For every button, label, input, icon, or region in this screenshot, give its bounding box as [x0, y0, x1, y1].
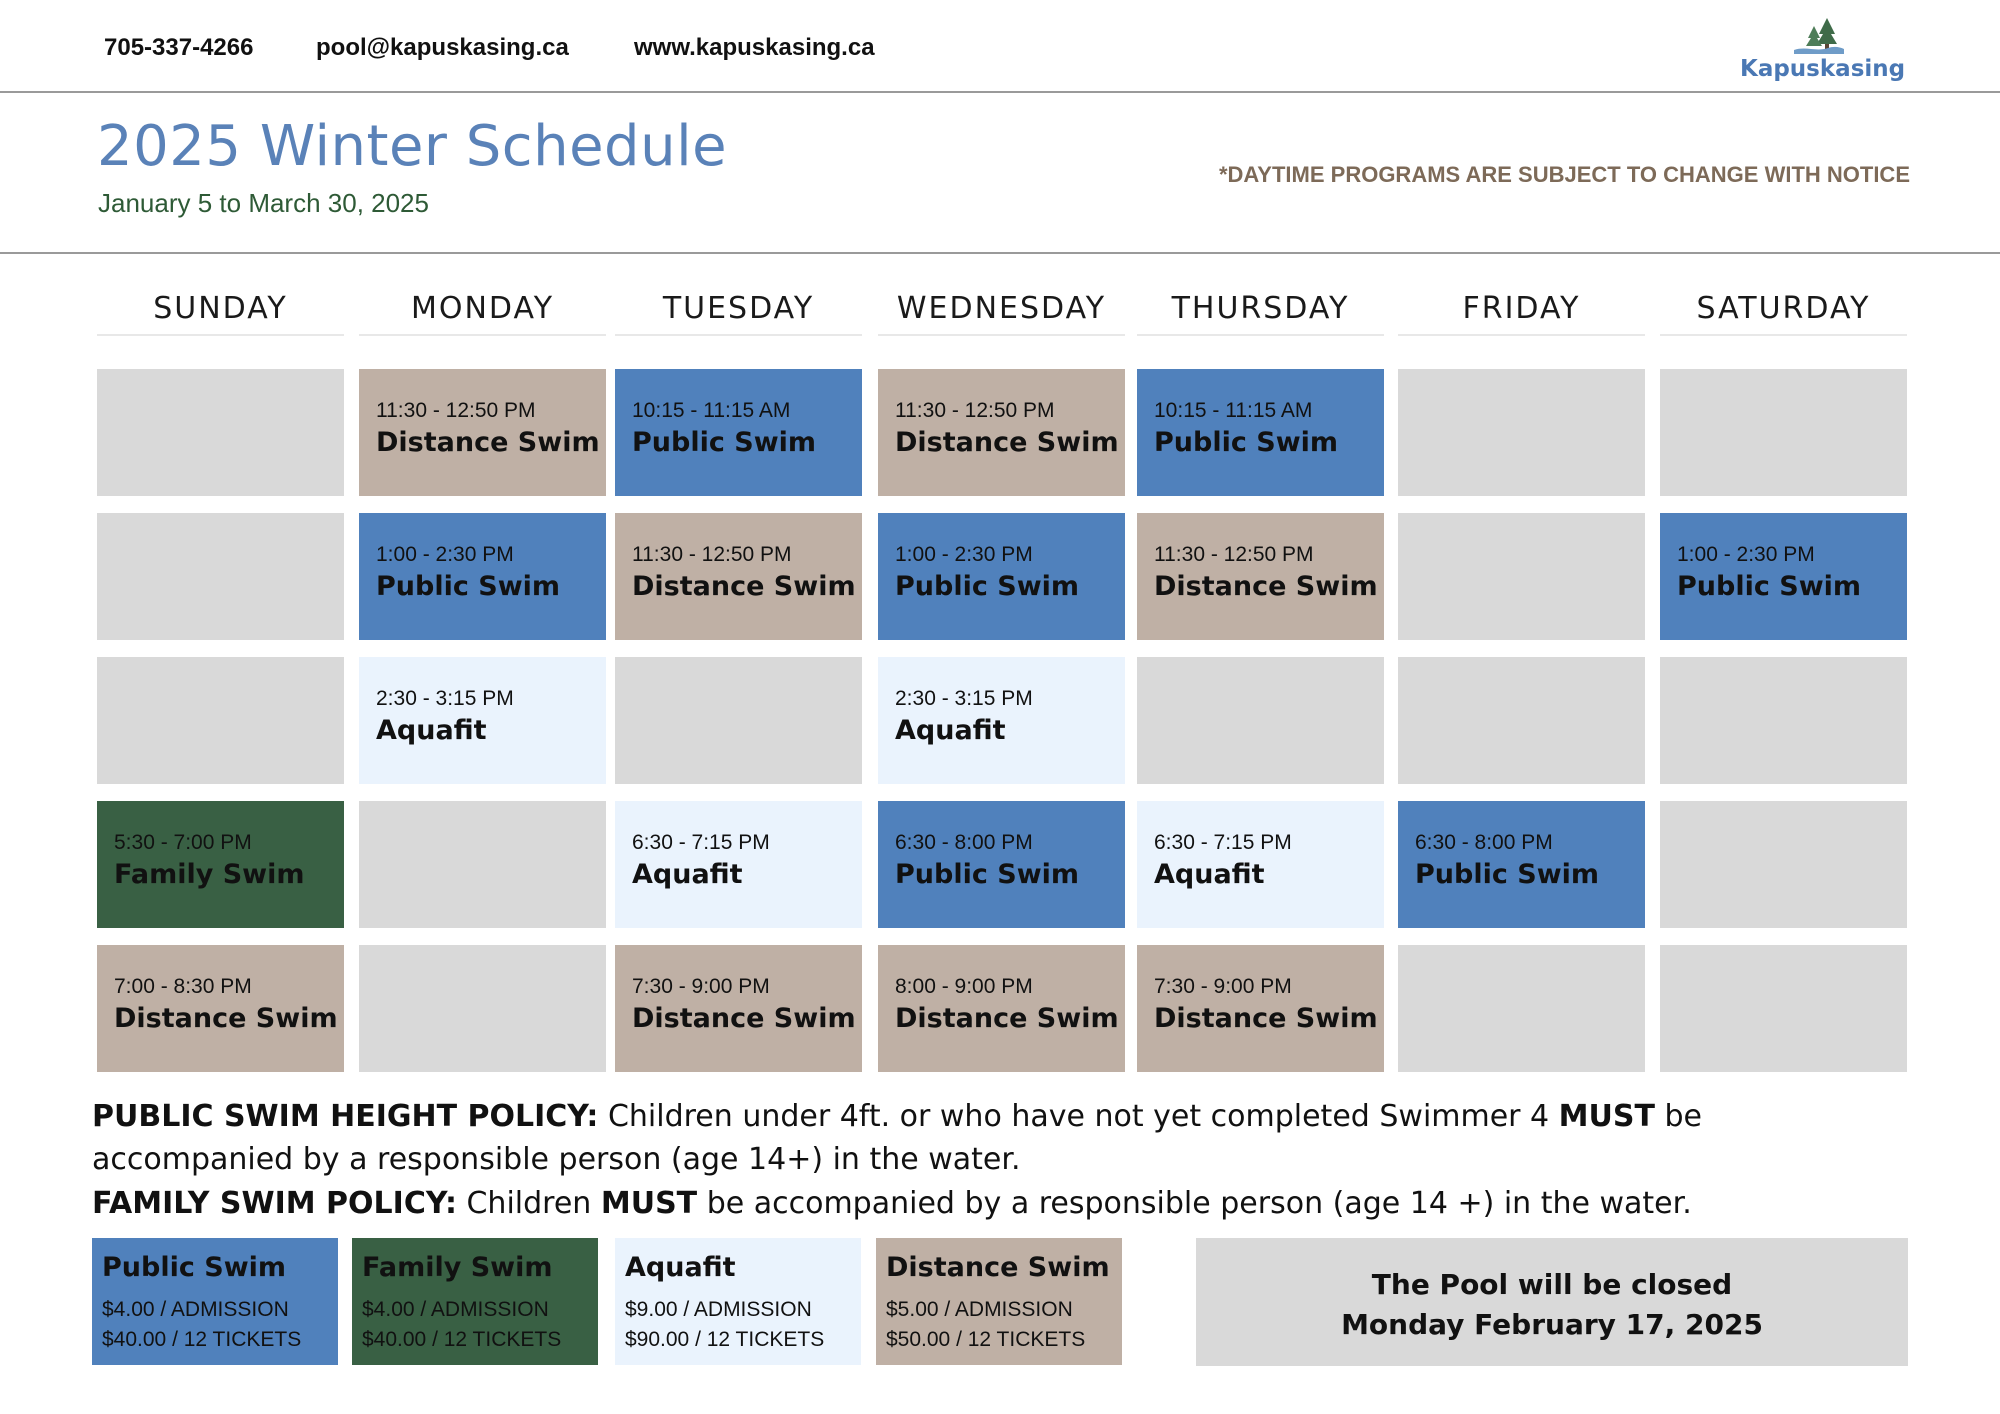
- price-admission: $4.00 / ADMISSION: [362, 1298, 549, 1321]
- slot-program: Aquafit: [376, 715, 487, 746]
- slot-time: 1:00 - 2:30 PM: [376, 543, 514, 566]
- schedule-slot-public: [1398, 801, 1645, 928]
- slot-program: Distance Swim: [1154, 571, 1378, 602]
- empty-slot: [359, 945, 606, 1072]
- schedule-slot-public: [878, 513, 1125, 640]
- price-admission: $9.00 / ADMISSION: [625, 1298, 812, 1321]
- slot-time: 7:30 - 9:00 PM: [632, 975, 770, 998]
- phone-number: 705-337-4266: [104, 34, 254, 61]
- empty-slot: [615, 657, 862, 784]
- slot-program: Distance Swim: [632, 571, 856, 602]
- closure-line-1: The Pool will be closed: [1371, 1268, 1733, 1301]
- slot-time: 6:30 - 8:00 PM: [895, 831, 1033, 854]
- empty-slot: [1660, 945, 1907, 1072]
- price-admission: $4.00 / ADMISSION: [102, 1298, 289, 1321]
- schedule-slot-distance: [615, 945, 862, 1072]
- slot-program: Public Swim: [1677, 571, 1862, 602]
- empty-slot: [1398, 369, 1645, 496]
- empty-slot: [97, 369, 344, 496]
- public-policy-must: MUST: [1558, 1099, 1655, 1134]
- public-policy-text-2: be accompanied by a responsible person (age 14+) in the water.: [92, 1099, 1703, 1177]
- empty-slot: [97, 657, 344, 784]
- slot-program: Aquafit: [632, 859, 743, 890]
- slot-program: Distance Swim: [114, 1003, 338, 1034]
- slot-time: 1:00 - 2:30 PM: [1677, 543, 1815, 566]
- logo-wordmark: Kapuskasing: [1740, 56, 1906, 82]
- price-card-public: [92, 1238, 338, 1365]
- kapuskasing-logo: [1740, 18, 1906, 82]
- slot-time: 7:00 - 8:30 PM: [114, 975, 252, 998]
- slot-program: Family Swim: [114, 859, 305, 890]
- closure-notice: [1196, 1238, 1908, 1366]
- slot-time: 6:30 - 7:15 PM: [1154, 831, 1292, 854]
- family-policy-text-1: Children: [456, 1186, 601, 1221]
- slot-time: 11:30 - 12:50 PM: [895, 399, 1055, 422]
- public-policy-label: PUBLIC SWIM HEIGHT POLICY:: [92, 1099, 599, 1134]
- slot-program: Distance Swim: [376, 427, 600, 458]
- schedule-slot-family: [97, 801, 344, 928]
- slot-program: Public Swim: [1154, 427, 1339, 458]
- slot-time: 6:30 - 7:15 PM: [632, 831, 770, 854]
- price-card-family: [352, 1238, 598, 1365]
- empty-slot: [359, 801, 606, 928]
- public-policy-text-1: Children under 4ft. or who have not yet completed Swimmer 4: [598, 1099, 1559, 1134]
- family-policy-label: FAMILY SWIM POLICY:: [92, 1186, 457, 1221]
- website-url: www.kapuskasing.ca: [634, 34, 875, 61]
- email-address: pool@kapuskasing.ca: [316, 34, 569, 61]
- slot-program: Public Swim: [632, 427, 817, 458]
- slot-time: 8:00 - 9:00 PM: [895, 975, 1033, 998]
- schedule-slot-distance: [878, 945, 1125, 1072]
- price-tickets: $90.00 / 12 TICKETS: [625, 1328, 825, 1351]
- slot-time: 11:30 - 12:50 PM: [1154, 543, 1314, 566]
- price-tickets: $50.00 / 12 TICKETS: [886, 1328, 1086, 1351]
- slot-time: 1:00 - 2:30 PM: [895, 543, 1033, 566]
- title-divider: [0, 252, 2000, 254]
- slot-program: Aquafit: [895, 715, 1006, 746]
- day-header-thursday: THURSDAY: [1137, 284, 1384, 336]
- schedule-slot-aquafit: [1137, 801, 1384, 928]
- day-header-tuesday: TUESDAY: [615, 284, 862, 336]
- family-policy-text-2: be accompanied by a responsible person (age 14 +) in the water.: [697, 1186, 1692, 1221]
- price-program-name: Public Swim: [102, 1252, 287, 1283]
- schedule-slot-public: [615, 369, 862, 496]
- price-admission: $5.00 / ADMISSION: [886, 1298, 1073, 1321]
- date-range: January 5 to March 30, 2025: [98, 188, 429, 218]
- public-swim-policy: [92, 1095, 1912, 1181]
- schedule-slot-distance: [359, 369, 606, 496]
- slot-program: Aquafit: [1154, 859, 1265, 890]
- slot-program: Distance Swim: [1154, 1003, 1378, 1034]
- empty-slot: [1660, 657, 1907, 784]
- header-divider: [0, 91, 2000, 93]
- empty-slot: [1398, 945, 1645, 1072]
- schedule-slot-distance: [1137, 513, 1384, 640]
- family-swim-policy: [92, 1182, 1912, 1225]
- schedule-slot-public: [359, 513, 606, 640]
- slot-time: 5:30 - 7:00 PM: [114, 831, 252, 854]
- schedule-slot-aquafit: [615, 801, 862, 928]
- schedule-slot-distance: [615, 513, 862, 640]
- slot-program: Distance Swim: [895, 427, 1119, 458]
- slot-time: 10:15 - 11:15 AM: [632, 399, 791, 422]
- empty-slot: [1398, 657, 1645, 784]
- day-header-friday: FRIDAY: [1398, 284, 1645, 336]
- schedule-slot-distance: [97, 945, 344, 1072]
- price-tickets: $40.00 / 12 TICKETS: [102, 1328, 302, 1351]
- empty-slot: [1660, 369, 1907, 496]
- price-program-name: Family Swim: [362, 1252, 553, 1283]
- closure-line-2: Monday February 17, 2025: [1341, 1308, 1763, 1341]
- slot-time: 7:30 - 9:00 PM: [1154, 975, 1292, 998]
- schedule-slot-public: [1660, 513, 1907, 640]
- price-card-distance: [876, 1238, 1122, 1365]
- page-title: 2025 Winter Schedule: [97, 114, 728, 179]
- schedule-slot-public: [878, 801, 1125, 928]
- schedule-slot-aquafit: [359, 657, 606, 784]
- schedule-slot-distance: [878, 369, 1125, 496]
- slot-time: 2:30 - 3:15 PM: [895, 687, 1033, 710]
- slot-program: Public Swim: [376, 571, 561, 602]
- slot-program: Public Swim: [895, 571, 1080, 602]
- day-header-wednesday: WEDNESDAY: [878, 284, 1125, 336]
- slot-time: 11:30 - 12:50 PM: [632, 543, 792, 566]
- pine-trees-icon: [1794, 18, 1844, 54]
- empty-slot: [1398, 513, 1645, 640]
- empty-slot: [1660, 801, 1907, 928]
- day-header-monday: MONDAY: [359, 284, 606, 336]
- slot-program: Distance Swim: [632, 1003, 856, 1034]
- slot-time: 11:30 - 12:50 PM: [376, 399, 536, 422]
- slot-time: 10:15 - 11:15 AM: [1154, 399, 1313, 422]
- slot-time: 6:30 - 8:00 PM: [1415, 831, 1553, 854]
- empty-slot: [97, 513, 344, 640]
- price-tickets: $40.00 / 12 TICKETS: [362, 1328, 562, 1351]
- schedule-notice: *DAYTIME PROGRAMS ARE SUBJECT TO CHANGE WITH NOTICE: [1218, 162, 1910, 187]
- schedule-slot-aquafit: [878, 657, 1125, 784]
- schedule-slot-public: [1137, 369, 1384, 496]
- slot-program: Public Swim: [895, 859, 1080, 890]
- price-program-name: Aquafit: [625, 1252, 736, 1283]
- schedule-slot-distance: [1137, 945, 1384, 1072]
- day-header-saturday: SATURDAY: [1660, 284, 1907, 336]
- family-policy-must: MUST: [600, 1186, 698, 1221]
- slot-time: 2:30 - 3:15 PM: [376, 687, 514, 710]
- slot-program: Public Swim: [1415, 859, 1600, 890]
- price-card-aquafit: [615, 1238, 861, 1365]
- price-program-name: Distance Swim: [886, 1252, 1110, 1283]
- day-header-sunday: SUNDAY: [97, 284, 344, 336]
- empty-slot: [1137, 657, 1384, 784]
- slot-program: Distance Swim: [895, 1003, 1119, 1034]
